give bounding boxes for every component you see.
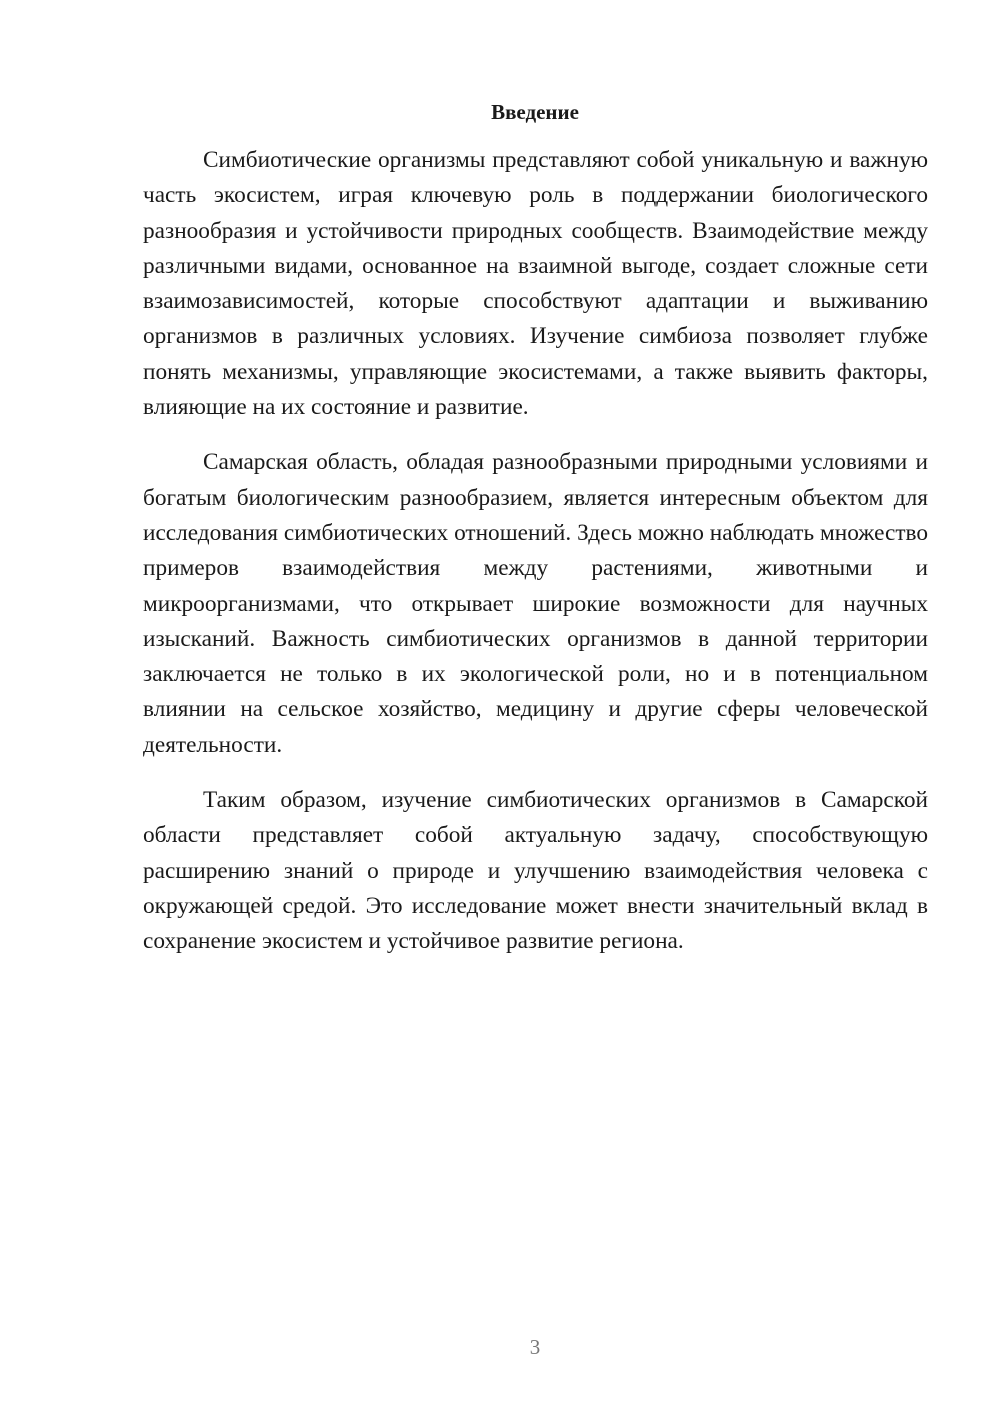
paragraph-samara-region: Самарская область, обладая разнообразными природными условиями и богатым биологическим разнообразием, является интересным объектом для исследования симбиотических отношений. Здесь можно наблюдать множество примеров взаимодействия между растениями, животными и микроорганизмами, что открывает широкие возможности для научных изысканий. Важность симбиотических организмов в данной территории заключается не только в их экологической роли, но и в потенциальном влиянии на сельское хозяйство, медицину и другие сферы человеческой деятельности. <box>143 449 928 758</box>
document-body <box>143 143 928 980</box>
paragraph-intro: Симбиотические организмы представляют собой уникальную и важную часть экосистем, играя ключевую роль в поддержании биологического разнообразия и устойчивости природных сообществ. Взаимодействие между различными видами, основанное на взаимной выгоде, создает сложные сети взаимозависимостей, которые способствуют адаптации и выживанию организмов в различных условиях. Изучение симбиоза позволяет глубже понять механизмы, управляющие экосистемами, а также выявить факторы, влияющие на их состояние и развитие. <box>143 147 928 421</box>
page-title: Введение <box>491 100 579 124</box>
paragraph-conclusion: Таким образом, изучение симбиотических организмов в Самарской области представляет собой актуальную задачу, способствующую расширению знаний о природе и улучшению взаимодействия человека с окружающей средой. Это исследование может внести значительный вклад в сохранение экосистем и устойчивое развитие региона. <box>143 787 928 955</box>
page-number: 3 <box>529 1335 541 1359</box>
